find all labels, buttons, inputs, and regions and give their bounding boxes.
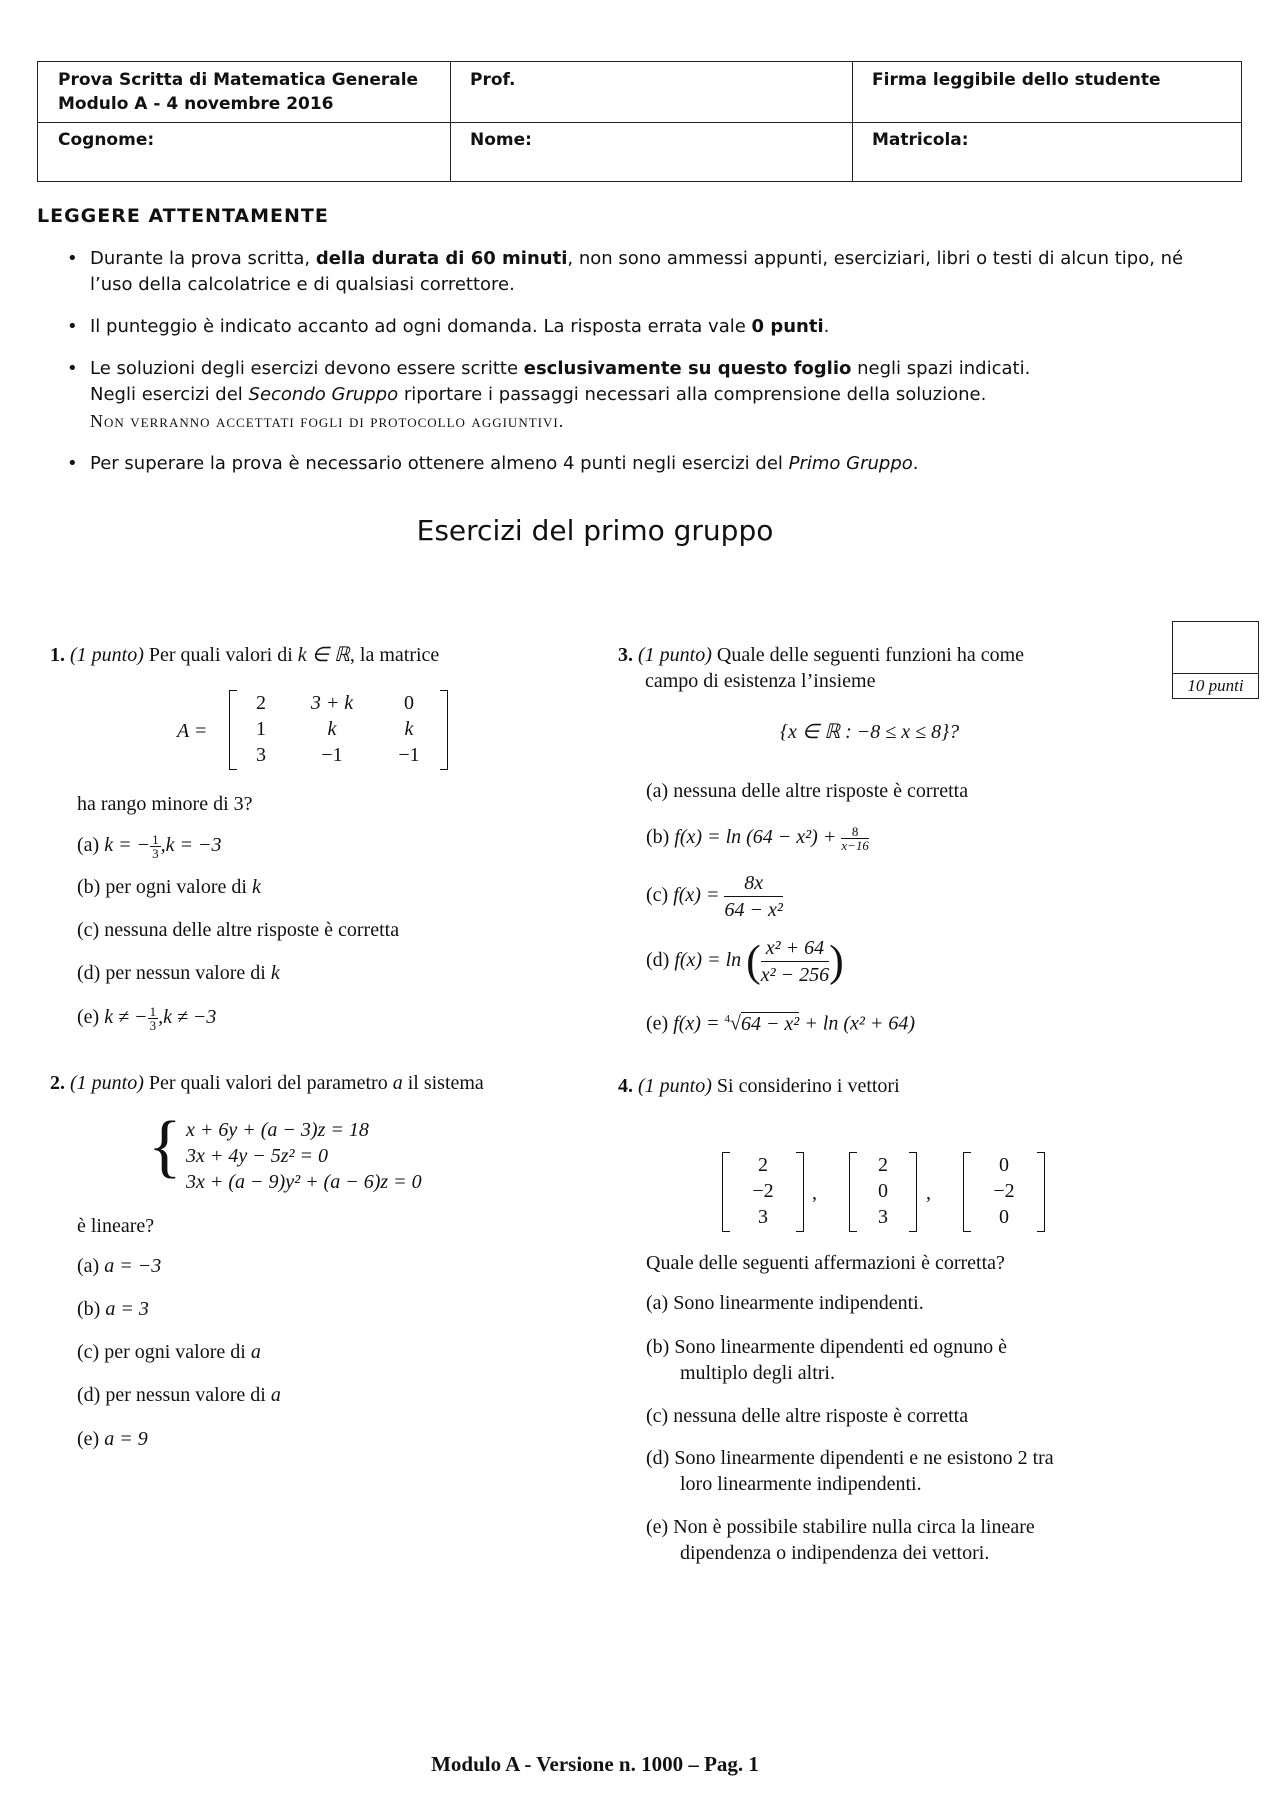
surname-label: Cognome: — [58, 130, 155, 150]
option-1e[interactable] — [77, 1004, 216, 1032]
option-text: Non è possibile stabilire nulla circa la lineare — [673, 1516, 1035, 1538]
zero-points-text: 0 punti — [751, 316, 824, 337]
comma: , — [926, 1182, 931, 1204]
matrix-label: A = — [177, 720, 208, 742]
option-3e[interactable]: (e) f(x) = $^4$√64 − x² + ln (x² + 64) — [646, 1012, 916, 1035]
fraction — [724, 870, 782, 923]
option-4a[interactable] — [646, 1290, 1136, 1316]
bracket — [722, 1152, 730, 1232]
text: campo di esistenza l’insieme — [645, 670, 876, 692]
option-4e[interactable] — [646, 1514, 1156, 1566]
root-index: 4 — [724, 1013, 730, 1025]
text: Durante la prova scritta, — [90, 248, 316, 269]
radicand: 64 − x² — [740, 1012, 800, 1035]
denominator: 64 − x² — [724, 899, 783, 921]
matrix-cell: −1 — [321, 744, 343, 766]
option-label: (c) — [77, 919, 100, 941]
option-label: (b) — [646, 1336, 670, 1358]
text: , non sono ammessi appunti, eserciziari, libri o testi di alcun tipo, né l’uso della calcolatrice e di qualsiasi correttore. — [90, 248, 1184, 295]
signature-label: Firma leggibile dello studente — [872, 70, 1161, 90]
denominator: x−16 — [841, 837, 869, 853]
option-label: (c) — [646, 1405, 669, 1427]
option-text: per ogni valore di — [104, 1341, 251, 1363]
option-4c[interactable] — [646, 1403, 1136, 1429]
option-2a[interactable] — [77, 1253, 161, 1279]
vector-cell: 0 — [999, 1154, 1009, 1176]
numerator: 1 — [152, 831, 159, 847]
bracket — [229, 690, 237, 770]
question-text: ha rango minore di 3? — [77, 793, 253, 815]
option-text: multiplo degli altri. — [680, 1362, 835, 1384]
points: (1 punto) — [70, 644, 144, 666]
smallcaps-warning: Non verranno accettati fogli di protocollo aggiuntivi. — [90, 411, 565, 431]
math: k ∈ ℝ — [297, 644, 350, 666]
vector-cell: 2 — [758, 1154, 768, 1176]
system-eq-3: 3x + (a − 9)y² + (a − 6)z = 0 — [186, 1171, 422, 1193]
option-text: per ogni valore di — [105, 876, 252, 898]
option-3d[interactable] — [646, 935, 844, 988]
option-text: Sono linearmente dipendenti e ne esistono 2 tra — [674, 1447, 1054, 1469]
group-name: Secondo Gruppo — [248, 384, 399, 405]
math: a — [270, 1384, 281, 1406]
course-title: Prova Scritta di Matematica Generale — [58, 70, 419, 90]
question-2 — [50, 1070, 484, 1096]
option-1c[interactable] — [77, 917, 399, 943]
option-label: (d) — [646, 949, 670, 972]
matrix-cell: 3 + k — [310, 692, 354, 714]
text: . — [823, 316, 830, 337]
option-label: (a) — [646, 1292, 669, 1314]
question-1 — [50, 642, 439, 668]
matrix-cell: 0 — [404, 692, 414, 714]
instructions-heading: LEGGERE ATTENTAMENTE — [37, 205, 329, 227]
math: ,k ≠ −3 — [158, 1006, 217, 1028]
vector-cell: 2 — [878, 1154, 888, 1176]
math: f(x) = ln — [674, 949, 742, 972]
option-1b[interactable] — [77, 874, 261, 900]
math: f(x) = ln (64 − x²) + — [674, 826, 842, 848]
points: (1 punto) — [70, 1072, 144, 1094]
group-name: Primo Gruppo — [788, 453, 913, 474]
option-label: (e) — [646, 1516, 669, 1538]
bracket — [1037, 1152, 1045, 1232]
option-text: Sono linearmente indipendenti. — [673, 1292, 924, 1314]
instruction-item — [67, 246, 1187, 298]
domain-set: {x ∈ ℝ : −8 ≤ x ≤ 8}? — [780, 721, 960, 743]
denominator: 3 — [152, 845, 159, 861]
course-info — [38, 62, 450, 122]
option-1a[interactable] — [77, 832, 221, 860]
math: a — [392, 1072, 403, 1094]
math: f(x) = — [673, 1012, 725, 1035]
vector-cell: 3 — [878, 1206, 888, 1228]
text: il sistema — [402, 1072, 484, 1094]
vector-cell: −2 — [993, 1180, 1015, 1202]
option-text: nessuna delle altre risposte è corretta — [673, 780, 969, 802]
points: (1 punto) — [638, 1075, 712, 1097]
vector-cell: 0 — [999, 1206, 1009, 1228]
option-label: (a) — [646, 780, 669, 802]
brace: { — [148, 1108, 182, 1185]
header-table — [37, 61, 1242, 182]
option-1d[interactable] — [77, 960, 280, 986]
system-eq-2: 3x + 4y − 5z² = 0 — [186, 1145, 329, 1167]
surname-field[interactable] — [38, 122, 450, 158]
score-box[interactable] — [1172, 621, 1259, 699]
fraction — [148, 1005, 159, 1032]
prof-label: Prof. — [470, 70, 516, 90]
vector-2 — [849, 1152, 917, 1232]
matrix-cell: 1 — [256, 718, 266, 740]
option-label: (e) — [77, 1006, 100, 1028]
bracket — [440, 690, 448, 770]
question-text: è lineare? — [77, 1215, 155, 1237]
text: Per superare la prova è necessario ottenere almeno 4 punti negli esercizi del — [90, 453, 789, 474]
vector-cell: −2 — [752, 1180, 774, 1202]
text: Il punteggio è indicato accanto ad ogni domanda. La risposta errata vale — [90, 316, 752, 337]
score-label: 10 punti — [1173, 673, 1258, 698]
text: negli spazi indicati. — [851, 358, 1031, 379]
id-label: Matricola: — [872, 130, 969, 150]
math: k — [251, 876, 261, 898]
duration-text: della durata di 60 minuti — [315, 248, 568, 269]
page-footer: Modulo A - Versione n. 1000 – Pag. 1 — [431, 1752, 759, 1776]
numerator: x² + 64 — [761, 935, 829, 962]
question-number: 1. — [50, 644, 65, 666]
text: Si considerino i vettori — [711, 1075, 900, 1097]
denominator: 3 — [149, 1017, 157, 1033]
text: Negli esercizi del — [90, 384, 249, 405]
numerator: 1 — [149, 1003, 157, 1019]
option-4d[interactable] — [646, 1445, 1156, 1497]
bracket — [849, 1152, 857, 1232]
instruction-item — [67, 314, 1187, 340]
option-label: (a) — [77, 834, 100, 856]
instruction-item — [67, 451, 1187, 477]
points: (1 punto) — [638, 644, 712, 666]
option-2c[interactable] — [77, 1339, 261, 1365]
matrix-cell: 3 — [256, 744, 266, 766]
text: . — [912, 453, 919, 474]
text: Per quali valori di — [143, 644, 298, 666]
option-text: per nessun valore di — [105, 1384, 271, 1406]
matrix-cell: k — [404, 718, 414, 740]
option-label: (b) — [646, 826, 670, 848]
system-eq-1: x + 6y + (a − 3)z = 18 — [186, 1119, 369, 1141]
denominator: x² − 256 — [760, 964, 830, 986]
option-text: dipendenza o indipendenza dei vettori. — [680, 1542, 990, 1564]
option-3a[interactable] — [646, 778, 968, 804]
option-2b[interactable] — [77, 1296, 149, 1322]
name-field[interactable] — [450, 122, 852, 158]
option-2d[interactable] — [77, 1382, 281, 1408]
option-text: per nessun valore di — [105, 962, 271, 984]
text: , la matrice — [349, 644, 440, 666]
emphasis-text: esclusivamente su questo foglio — [523, 358, 852, 379]
signature-field[interactable] — [852, 62, 1242, 98]
exam-date: Modulo A - 4 novembre 2016 — [58, 94, 334, 114]
option-text: loro linearmente indipendenti. — [680, 1473, 922, 1495]
fraction — [841, 825, 869, 852]
paren: ) — [829, 936, 844, 986]
question-4 — [618, 1073, 900, 1099]
numerator: 8x — [724, 870, 782, 897]
matrix-a — [229, 690, 448, 770]
option-text: nessuna delle altre risposte è corretta — [673, 1405, 969, 1427]
bracket — [909, 1152, 917, 1232]
bracket — [963, 1152, 971, 1232]
text: riportare i passaggi necessari alla comprensione della soluzione. — [398, 384, 987, 405]
prof-field[interactable] — [450, 62, 852, 98]
vector-cell: 3 — [758, 1206, 768, 1228]
instruction-item — [67, 356, 1187, 435]
matrix-cell: −1 — [398, 744, 420, 766]
question-3 — [618, 642, 1128, 694]
option-3b[interactable] — [646, 824, 869, 852]
option-label: (d) — [77, 962, 101, 984]
math: a = 9 — [104, 1428, 148, 1450]
math: a = 3 — [105, 1298, 149, 1320]
option-label: (b) — [77, 1298, 101, 1320]
option-label: (d) — [646, 1447, 670, 1469]
fraction — [150, 833, 161, 860]
question-number: 2. — [50, 1072, 65, 1094]
option-label: (d) — [77, 1384, 101, 1406]
option-3c[interactable] — [646, 870, 783, 923]
math: + ln (x² + 64) — [799, 1012, 916, 1035]
comma: , — [812, 1182, 817, 1204]
paren: ( — [746, 936, 761, 986]
option-4b[interactable] — [646, 1334, 1136, 1386]
section-title: Esercizi del primo gruppo — [416, 514, 774, 547]
math: a = −3 — [104, 1255, 162, 1277]
vector-1 — [722, 1152, 804, 1232]
question-text: Quale delle seguenti affermazioni è corretta? — [646, 1252, 1005, 1274]
option-label: (e) — [77, 1428, 100, 1450]
matrix-cell: 2 — [256, 692, 266, 714]
text: Quale delle seguenti funzioni ha come — [711, 644, 1024, 666]
option-label: (c) — [646, 884, 669, 907]
name-label: Nome: — [470, 130, 532, 150]
option-label: (e) — [646, 1012, 669, 1035]
vector-3 — [963, 1152, 1045, 1232]
id-field[interactable] — [852, 122, 1242, 158]
text: Le soluzioni degli esercizi devono essere scritte — [90, 358, 524, 379]
math: k = − — [104, 834, 151, 856]
math: k ≠ − — [104, 1006, 148, 1028]
numerator: 8 — [841, 825, 869, 839]
option-label: (b) — [77, 876, 101, 898]
math: a — [250, 1341, 261, 1363]
math: f(x) = — [673, 884, 725, 907]
math: k — [270, 962, 280, 984]
vector-cell: 0 — [878, 1180, 888, 1202]
option-2e[interactable] — [77, 1426, 148, 1452]
fraction — [761, 935, 829, 988]
question-number: 4. — [618, 1075, 633, 1097]
bracket — [796, 1152, 804, 1232]
option-text: Sono linearmente dipendenti ed ognuno è — [674, 1336, 1008, 1358]
math: ,k = −3 — [160, 834, 222, 856]
question-number: 3. — [618, 644, 633, 666]
text: Per quali valori del parametro — [143, 1072, 393, 1094]
option-text: nessuna delle altre risposte è corretta — [104, 919, 400, 941]
instructions-list — [67, 246, 1187, 493]
matrix-cell: k — [327, 718, 337, 740]
option-label: (a) — [77, 1255, 100, 1277]
option-label: (c) — [77, 1341, 100, 1363]
